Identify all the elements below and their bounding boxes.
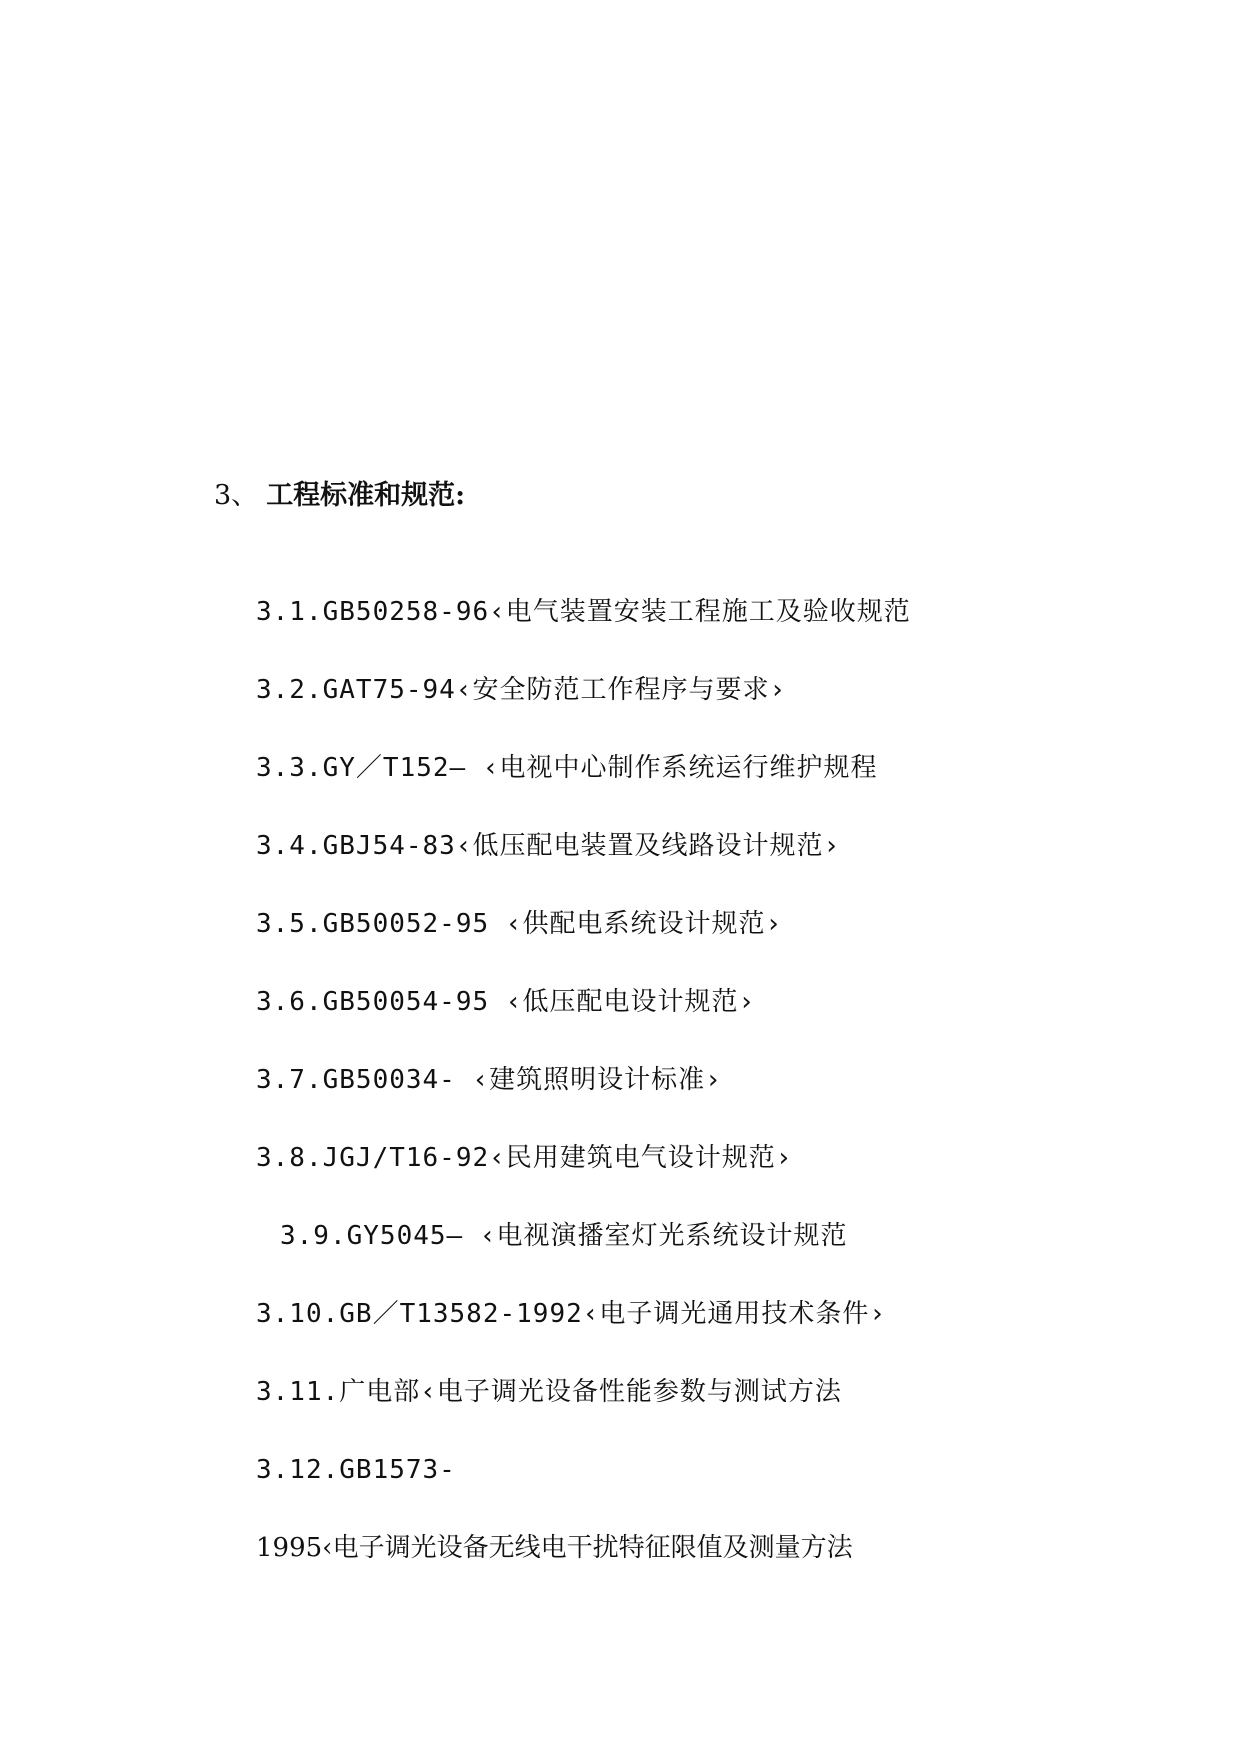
standard-item-3-3: 3.3.GY／T152— ‹电视中心制作系统运行维护规程 — [256, 753, 878, 783]
section-title: 工程标准和规范: — [266, 480, 466, 511]
standard-item-3-11: 3.11.广电部‹电子调光设备性能参数与测试方法 — [256, 1377, 842, 1407]
standard-item-3-7: 3.7.GB50034- ‹建筑照明设计标准› — [256, 1065, 722, 1095]
standard-item-3-4: 3.4.GBJ54-83‹低压配电装置及线路设计规范› — [256, 831, 841, 861]
standard-item-3-10: 3.10.GB／T13582-1992‹电子调光通用技术条件› — [256, 1299, 887, 1329]
standard-item-3-5: 3.5.GB50052-95 ‹供配电系统设计规范› — [256, 909, 783, 939]
standard-item-3-12: 3.12.GB1573- — [256, 1455, 456, 1485]
standard-item-3-2: 3.2.GAT75-94‹安全防范工作程序与要求› — [256, 675, 787, 705]
standard-item-3-8: 3.8.JGJ/T16-92‹民用建筑电气设计规范› — [256, 1143, 793, 1173]
section-heading — [214, 478, 465, 514]
standard-item-3-9: 3.9.GY5045— ‹电视演播室灯光系统设计规范 — [280, 1221, 848, 1251]
section-number: 3、 — [214, 480, 259, 511]
standard-item-3-1: 3.1.GB50258-96‹电气装置安装工程施工及验收规范 — [256, 597, 911, 627]
standard-item-3-6: 3.6.GB50054-95 ‹低压配电设计规范› — [256, 987, 756, 1017]
standard-item-3-12-continuation: 1995‹电子调光设备无线电干扰特征限值及测量方法 — [256, 1533, 853, 1563]
